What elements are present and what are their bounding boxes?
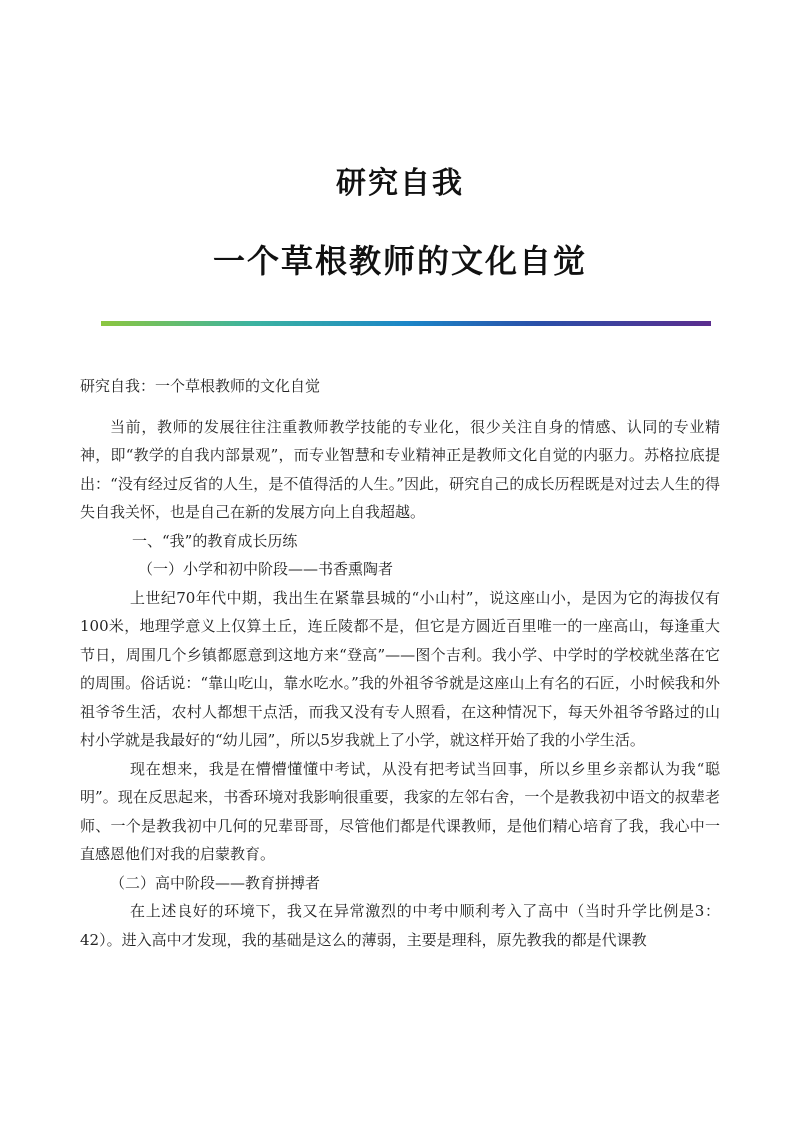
paragraph-2: 现在想来，我是在懵懵懂懂中考试，从没有把考试当回事，所以乡里乡亲都认为我“聪明”。现在反思起来，书香环境对我影响很重要，我家的左邻右舍，一个是教我初中语文的叔辈老师、一个是教我初中几何的兄辈哥哥，尽管他们都是代课教师，是他们精心培育了我，我心中一直感恩他们对我的启蒙教育。 <box>80 759 720 863</box>
title-line-2: 一个草根教师的文化自觉 <box>212 242 587 280</box>
subsection-heading-1-2: （二）高中阶段——教育拼搏者 <box>110 873 321 892</box>
paragraph-intro: 当前，教师的发展往往注重教师教学技能的专业化，很少关注自身的情感、认同的专业精神，即“教学的自我内部景观”，而专业智慧和专业精神正是教师文化自觉的内驱力。苏格拉底提出：“没有经过反省的人生，是不值得活的人生。”因此，研究自己的成长历程既是对过去人生的得失自我关怀，也是自己在新的发展方向上自我超越。 <box>80 417 720 521</box>
document-body <box>80 372 720 954</box>
subsection-heading-1-1: （一）小学和初中阶段——书香熏陶者 <box>138 560 394 578</box>
title-line-1: 研究自我 <box>336 166 464 201</box>
document-subtitle: 研究自我：一个草根教师的文化自觉 <box>80 377 321 395</box>
section-heading-1: 一、“我”的教育成长历练 <box>132 531 298 550</box>
gradient-divider <box>101 321 711 326</box>
paragraph-3: 在上述良好的环境下，我又在异常激烈的中考中顺利考入了高中（当时升学比例是3：42）。进入高中才发现，我的基础是这么的薄弱，主要是理科，原先教我的都是代课教 <box>80 902 720 949</box>
paragraph-1: 上世纪70年代中期，我出生在紧靠县城的“小山村”，说这座山小，是因为它的海拔仅有100米，地理学意义上仅算土丘，连丘陵都不是，但它是方圆近百里唯一的一座高山，每逢重大节日，周围几个乡镇都愿意到这地方来“登高”——图个吉利。我小学、中学时的学校就坐落在它的周围。俗话说：“靠山吃山，靠水吃水。”我的外祖爷爷就是这座山上有名的石匠，小时候我和外祖爷爷生活，农村人都想干点活，而我又没有专人照看，在这种情况下，每天外祖爷爷路过的山村小学就是我最好的“幼儿园”，所以5岁我就上了小学，就这样开始了我的小学生活。 <box>80 588 720 749</box>
